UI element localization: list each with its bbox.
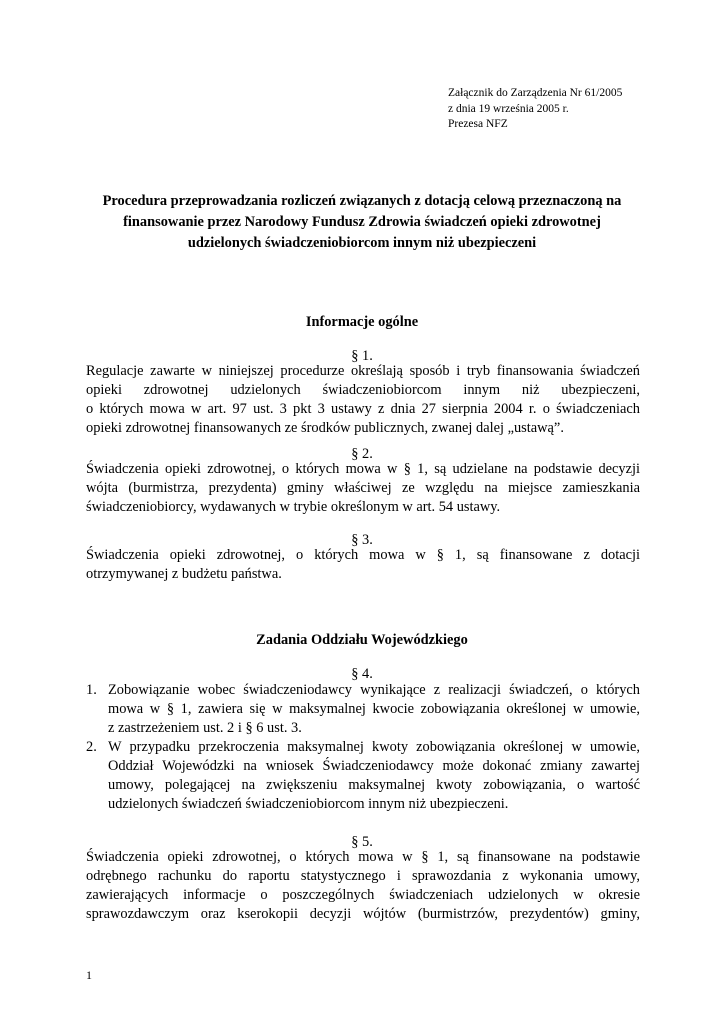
list-line: udzielonych świadczeń świadczeniobiorcom innym niż ubezpieczeni.: [108, 796, 509, 812]
list-line: Oddział Wojewódzki na wniosek Świadczeniodawcy może dokonać zmiany zawartej: [108, 758, 640, 774]
list-marker: 2.: [86, 739, 97, 755]
annex-line-1: Załącznik do Zarządzenia Nr 61/2005: [448, 87, 623, 99]
list-line: Zobowiązanie wobec świadczeniodawcy wynikające z realizacji świadczeń, o których: [108, 682, 640, 698]
paragraph-line: odrębnego rachunku do raportu statystycznego i sprawozdania z wykonania umowy,: [86, 868, 640, 884]
paragraph-line: sprawozdawczym oraz kserokopii decyzji wójtów (burmistrzów, prezydentów) gminy,: [86, 906, 640, 922]
title-line-2: finansowanie przez Narodowy Fundusz Zdrowia świadczeń opieki zdrowotnej: [123, 214, 601, 230]
title-line-3: udzielonych świadczeniobiorcom innym niż ubezpieczeni: [187, 235, 537, 251]
paragraph-line: świadczeniobiorcy, wydawanych w trybie określonym w art. 54 ustawy.: [86, 499, 501, 515]
paragraph-2-number: § 2.: [351, 446, 373, 462]
paragraph-line: Regulacje zawarte w niniejszej procedurze określają sposób i tryb finansowania świadczeń: [86, 363, 640, 379]
paragraph-line: opieki zdrowotnej udzielonych świadczeniobiorcom innym niż ubezpieczeni,: [86, 382, 640, 398]
list-line: mowa w § 1, zawiera się w maksymalnej kwocie zobowiązania określonej w umowie,: [108, 701, 640, 717]
paragraph-5-text: [86, 848, 640, 924]
paragraph-line: o których mowa w art. 97 ust. 3 pkt 3 ustawy z dnia 27 sierpnia 2004 r. o świadczeniach: [86, 401, 640, 417]
paragraph-line: Świadczenia opieki zdrowotnej, o których mowa w § 1, są finansowane z dotacji: [86, 547, 640, 563]
title-line-1: Procedura przeprowadzania rozliczeń związanych z dotacją celową przeznaczoną na: [102, 193, 622, 209]
paragraph-1-number: § 1.: [351, 348, 373, 364]
paragraph-4-number: § 4.: [351, 666, 373, 682]
paragraph-3-number: § 3.: [351, 532, 373, 548]
paragraph-line: Świadczenia opieki zdrowotnej, o których mowa w § 1, są finansowane na podstawie: [86, 849, 640, 865]
paragraph-line: otrzymywanej z budżetu państwa.: [86, 566, 282, 582]
section-heading-regional: Zadania Oddziału Wojewódzkiego: [256, 632, 468, 648]
paragraph-2-text: [86, 460, 640, 517]
section-heading-general: Informacje ogólne: [305, 314, 419, 330]
annex-line-3: Prezesa NFZ: [448, 118, 508, 130]
list-line: W przypadku przekroczenia maksymalnej kwoty zobowiązania określonej w umowie,: [108, 739, 640, 755]
list-line: umowy, polegającej na zwiększeniu maksymalnej kwoty zobowiązania, o wartość: [108, 777, 640, 793]
paragraph-5-number: § 5.: [351, 834, 373, 850]
list-item-text: [108, 738, 640, 814]
list-item-text: [108, 681, 640, 738]
annex-line-2: z dnia 19 września 2005 r.: [448, 102, 569, 115]
list-marker: 1.: [86, 682, 97, 698]
paragraph-line: opieki zdrowotnej finansowanych ze środków publicznych, zwanej dalej „ustawą”.: [86, 420, 564, 436]
document-title: [86, 191, 638, 254]
paragraph-line: zawierających informacje o poszczególnych świadczeniach udzielonych w okresie: [86, 887, 640, 903]
annex-reference: [448, 86, 622, 133]
paragraph-line: wójta (burmistrza, prezydenta) gminy właściwej ze względu na miejsce zamieszkania: [86, 480, 640, 496]
page-number: 1: [86, 968, 92, 982]
paragraph-1-text: [86, 362, 640, 438]
paragraph-line: Świadczenia opieki zdrowotnej, o których mowa w § 1, są udzielane na podstawie decyzji: [86, 461, 640, 477]
paragraph-3-text: [86, 546, 640, 584]
list-line: z zastrzeżeniem ust. 2 i § 6 ust. 3.: [108, 720, 302, 736]
